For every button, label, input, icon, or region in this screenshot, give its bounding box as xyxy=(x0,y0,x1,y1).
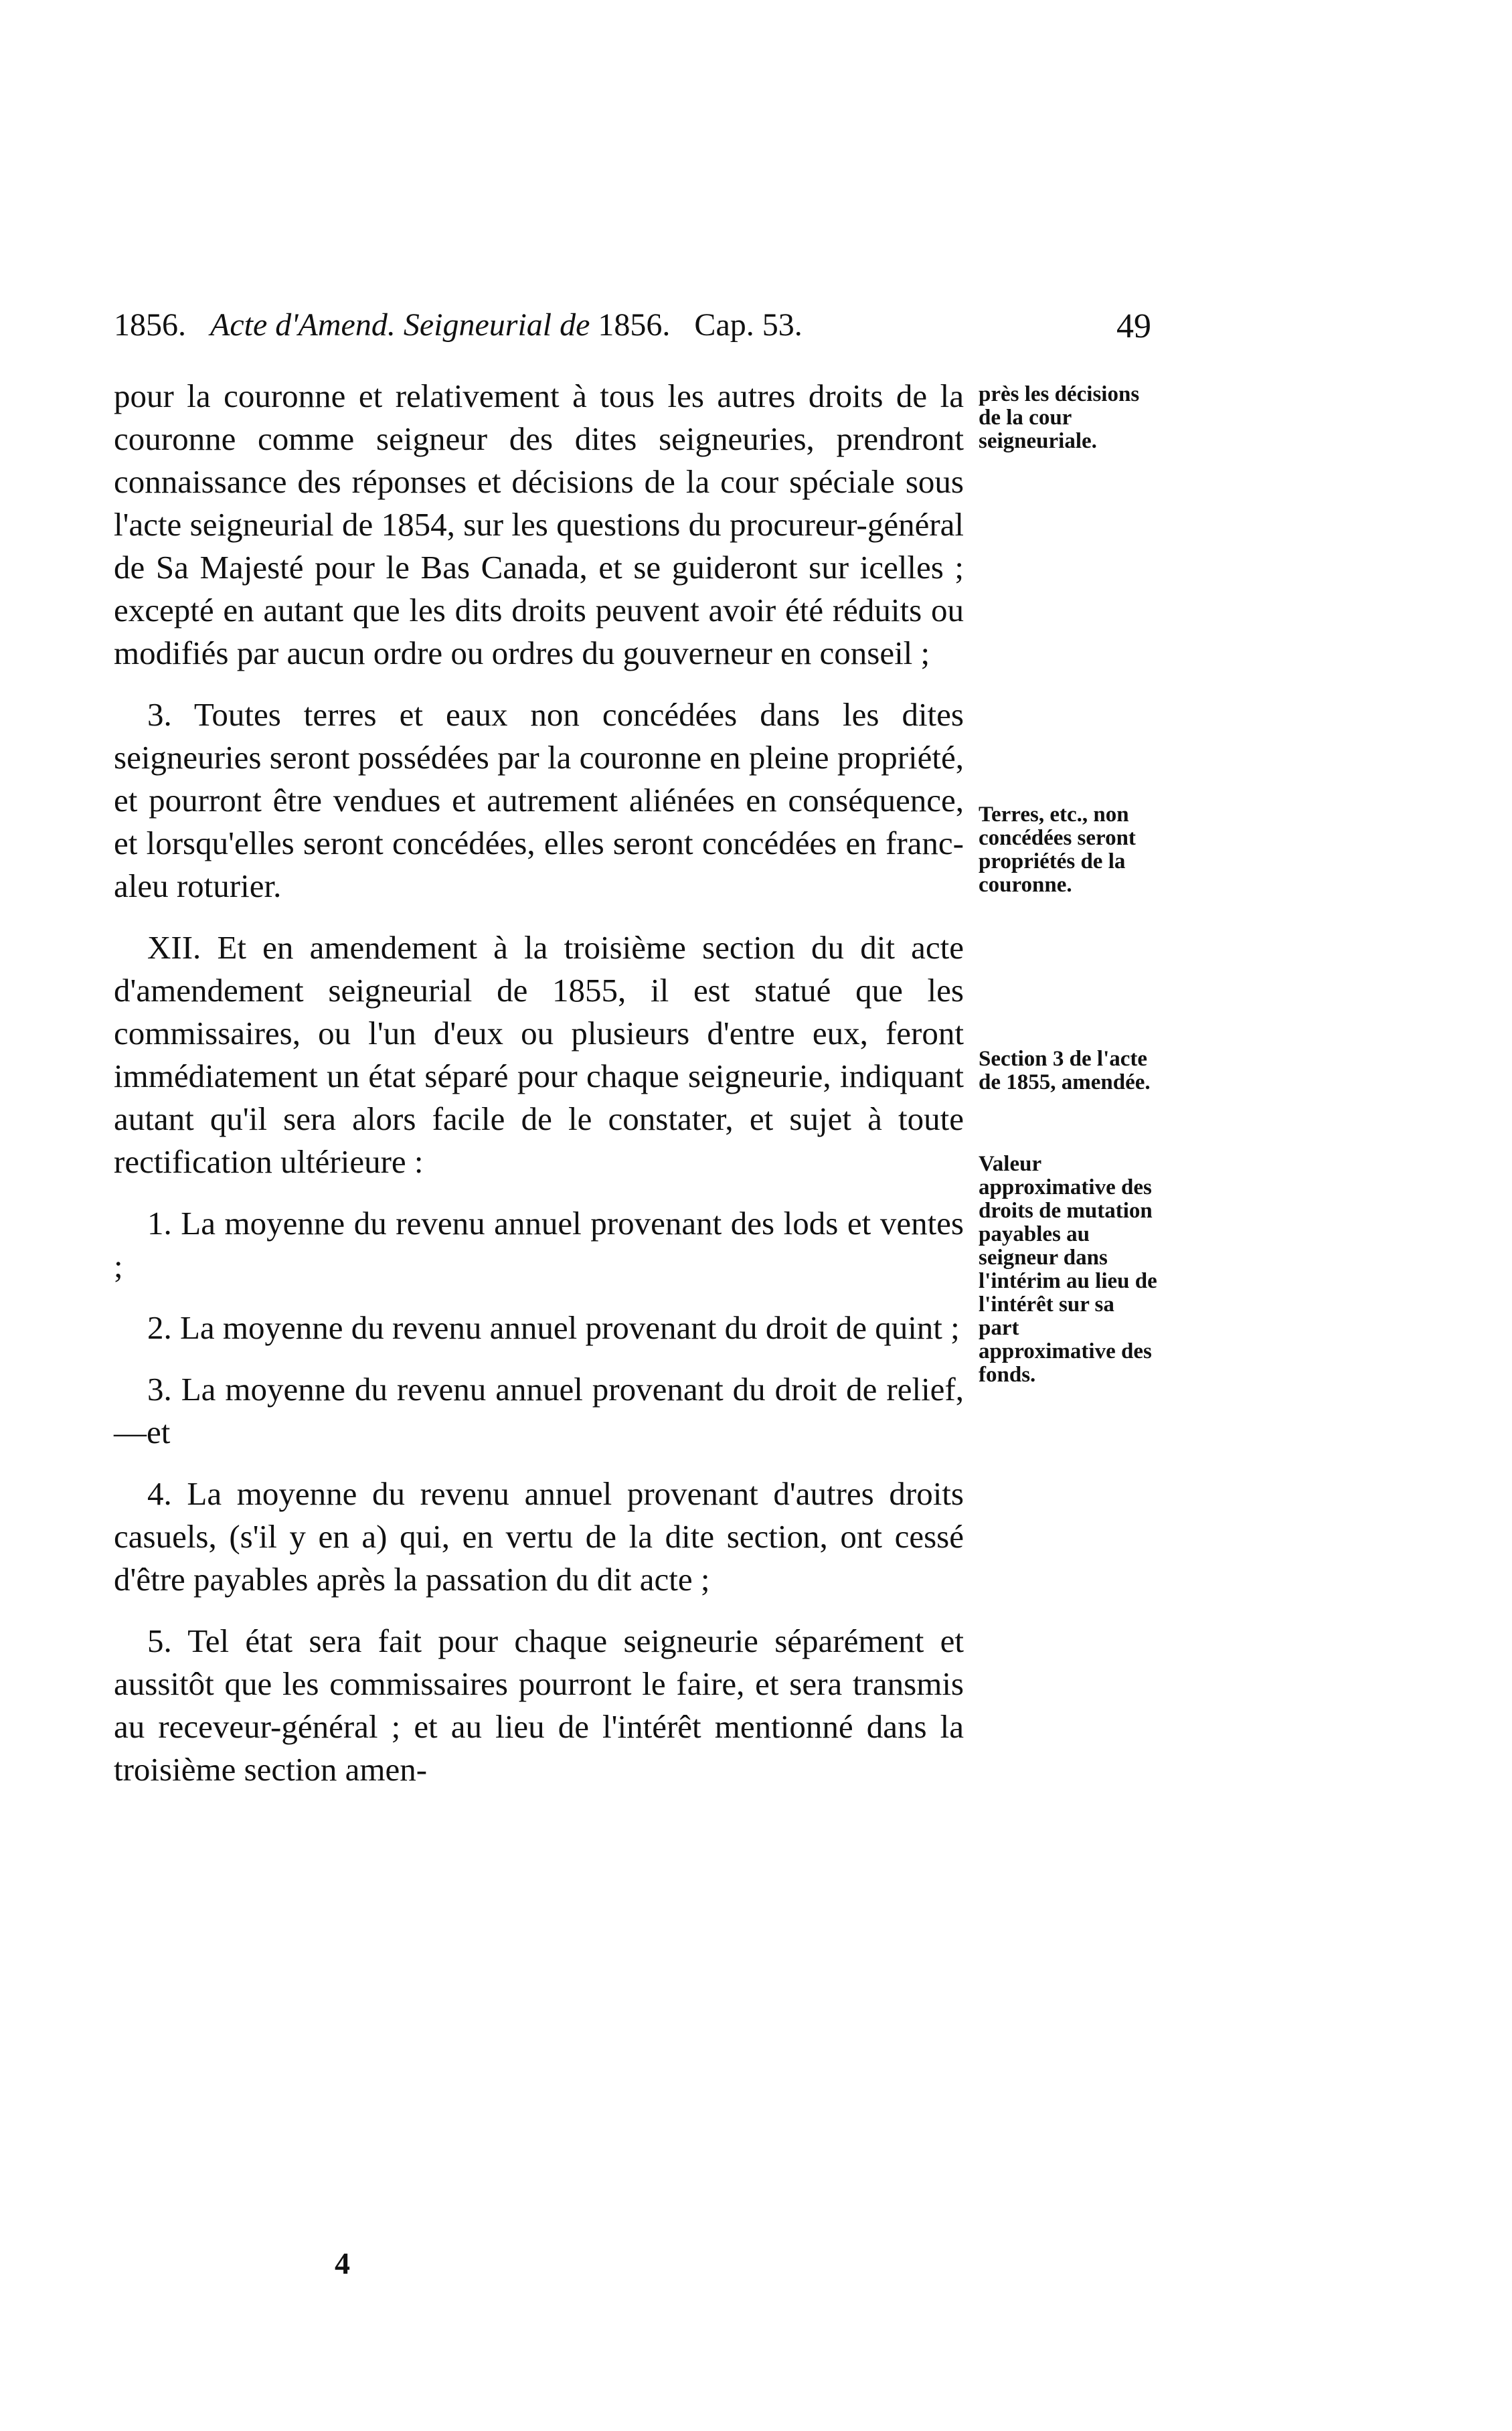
paragraph-item-2: 2. La moyenne du revenu annuel provenant du droit de quint ; xyxy=(147,1309,960,1346)
header-act-year: 1856. xyxy=(598,307,671,343)
margin-note-decisions: près les décisions de la cour seigneuriale. xyxy=(979,382,1140,453)
body-text xyxy=(114,375,964,1791)
margin-note-section-3: Section 3 de l'acte de 1855, amendée. xyxy=(979,1047,1151,1094)
margin-note-terres: Terres, etc., non concédées seront propriétés de la couronne. xyxy=(979,803,1136,897)
paragraph-continuation: pour la couronne et relativement à tous les autres droits de la couronne comme seigneur des dites seigneuries, prendront connaissance des réponses et décisions de la cour spéciale sous l'acte seigneurial de 1854, sur les questions du procureur-général de Sa Majesté pour le Bas Canada, et se guideront sur icelles ; excepté en autant que les dits droits peuvent avoir été réduits ou modifiés par aucun ordre ou ordres du gouverneur en conseil ; xyxy=(114,378,964,671)
header-title xyxy=(114,307,803,343)
paragraph-item-1: 1. La moyenne du revenu annuel provenant des lods et ventes ; xyxy=(114,1205,964,1284)
margin-note-valeur: Valeur approximative des droits de mutation payables au seigneur dans l'intérim au lieu de l'intérêt sur sa part approximative des fonds. xyxy=(979,1152,1157,1387)
paragraph-clause-3: 3. Toutes terres et eaux non concédées dans les dites seigneuries seront possédées par la couronne en pleine propriété, et pourront être vendues et autrement aliénées en conséquence, et lorsqu'elles seront concédées, elles seront concédées en franc-aleu roturier. xyxy=(114,696,964,904)
header-chapter: Cap. 53. xyxy=(694,307,803,343)
paragraph-section-xii: XII. Et en amendement à la troisième section du dit acte d'amendement seigneurial de 1855, il est statué que les commissaires, ou l'un d'eux ou plusieurs d'entre eux, feront immédiatement un état séparé pour chaque seigneurie, indiquant autant qu'il sera alors facile de le constater, et sujet à toute rectification ultérieure : xyxy=(114,929,964,1180)
paragraph-item-5: 5. Tel état sera fait pour chaque seigneurie séparément et aussitôt que les commissaires pourront le faire, et sera transmis au receveur-général ; et au lieu de l'intérêt mentionné dans la troisième section amen- xyxy=(114,1622,964,1788)
header-act-title: Acte d'Amend. Seigneurial de xyxy=(210,307,590,343)
paragraph-item-3: 3. La moyenne du revenu annuel provenant du droit de relief,—et xyxy=(114,1371,964,1450)
signature-mark: 4 xyxy=(335,2246,350,2280)
paragraph-item-4: 4. La moyenne du revenu annuel provenant d'autres droits casuels, (s'il y en a) qui, en vertu de la dite section, ont cessé d'être payables après la passation du dit acte ; xyxy=(114,1475,964,1598)
running-header xyxy=(114,307,1151,353)
header-year: 1856. xyxy=(114,307,186,343)
page-number: 49 xyxy=(1116,307,1151,345)
